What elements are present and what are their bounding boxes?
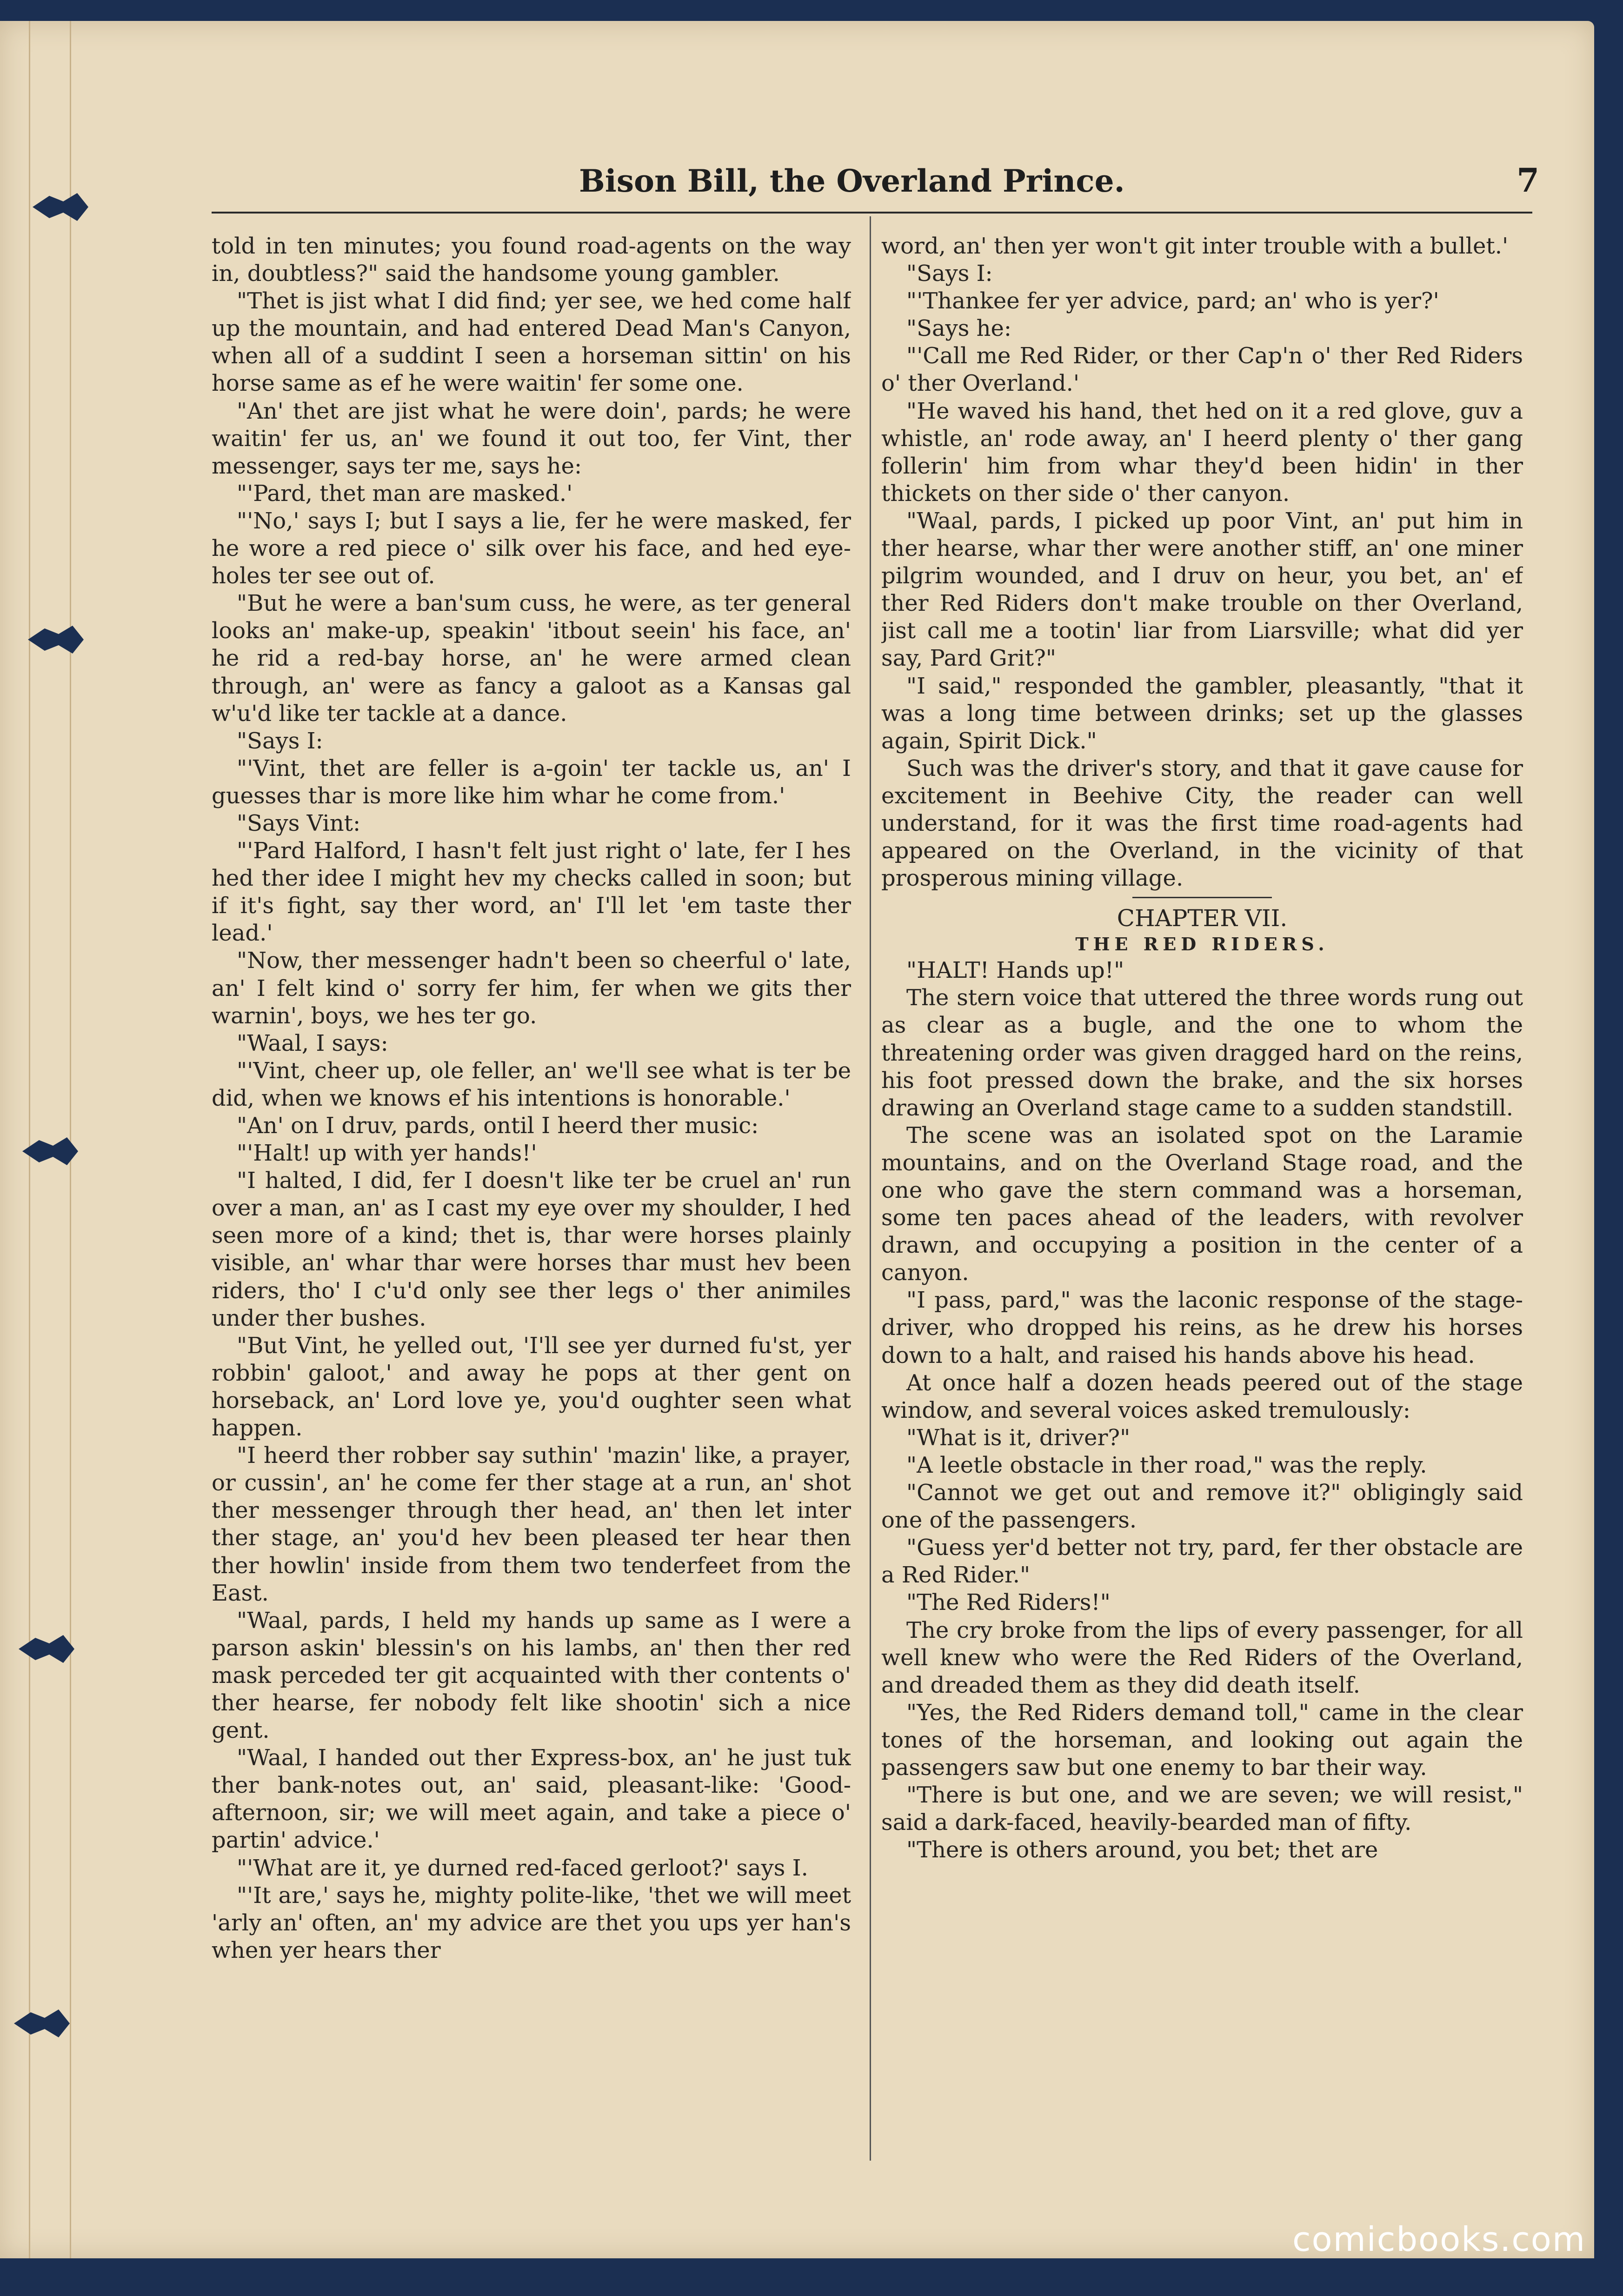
paragraph: "Says Vint:: [237, 810, 361, 836]
paragraph: "'Halt! up with yer hands!': [237, 1140, 537, 1167]
paragraph: "'Vint, thet are feller is a-goin' ter tackle us, an' I guesses thar is more like him whar he come from.': [212, 755, 851, 809]
watermark: comicbooks.com: [1292, 2220, 1586, 2259]
paragraph: The stern voice that uttered the three words rung out as clear as a bugle, and the one to whom the threatening order was given dragged hard on the reins, his foot pressed down the brake, and the six horses drawing an Overland stage came to a sudden standstill.: [881, 985, 1523, 1121]
right-column: [881, 233, 1523, 2149]
paragraph: "Yes, the Red Riders demand toll," came in the clear tones of the horseman, and looking out again the passengers saw but one enemy to bar their way.: [881, 1699, 1523, 1781]
paragraph: "'Pard, thet man are masked.': [237, 480, 573, 507]
chapter-number: CHAPTER VII.: [1117, 905, 1288, 932]
chapter-rule: [1132, 897, 1272, 898]
paragraph: "There is but one, and we are seven; we will resist," said a dark-faced, heavily-bearded man of fifty.: [881, 1782, 1523, 1836]
paragraph: "'Thankee fer yer advice, pard; an' who is yer?': [906, 288, 1439, 314]
paragraph: "There is others around, you bet; thet are: [906, 1837, 1378, 1863]
left-column: [212, 233, 851, 2149]
header-rule: [212, 212, 1532, 214]
paragraph: "Cannot we get out and remove it?" obligingly said one of the passengers.: [881, 1480, 1523, 1534]
paragraph: "Waal, I handed out ther Express-box, an' he just tuk ther bank-notes out, an' said, pleasant-like: 'Good-afternoon, sir; we will meet again, and take a piece o' partin' advice.': [212, 1745, 851, 1854]
page-number: 7: [1517, 161, 1539, 200]
paragraph: "Says I:: [906, 260, 993, 287]
paragraph: "He waved his hand, thet hed on it a red glove, guv a whistle, an' rode away, an' I heerd plenty o' ther gang follerin' him from whar they'd been hidin' in ther thickets on ther side o' ther canyon.: [881, 398, 1523, 507]
running-title: Bison Bill, the Overland Prince.: [579, 163, 1125, 199]
paragraph: "'It are,' says he, mighty polite-like, 'thet we will meet 'arly an' often, an' my advice are thet you ups yer han's when yer hears ther: [212, 1882, 851, 1963]
column-divider: [870, 216, 871, 2161]
running-head: [558, 158, 1539, 209]
paragraph: "Says he:: [906, 315, 1012, 342]
paragraph: "'No,' says I; but I says a lie, fer he were masked, fer he wore a red piece o' silk over his face, and hed eye-holes ter see out of.: [212, 507, 851, 589]
paragraph: "An' thet are jist what he were doin', pards; he were waitin' fer us, an' we found it out too, fer Vint, ther messenger, says ter me, says he:: [212, 398, 851, 479]
paragraph: "An' on I druv, pards, ontil I heerd ther music:: [237, 1113, 759, 1139]
right-column-chapter-text: [881, 957, 1523, 1864]
paragraph: "'Vint, cheer up, ole feller, an' we'll see what is ter be did, when we knows ef his intentions is honorable.': [212, 1057, 851, 1111]
paragraph: The cry broke from the lips of every passenger, for all well knew who were the Red Riders of the Overland, and dreaded them as they did death itself.: [881, 1617, 1523, 1698]
paragraph: told in ten minutes; you found road-agents on the way in, doubtless?" said the handsome young gambler.: [212, 233, 851, 287]
paragraph: "Says I:: [237, 728, 323, 754]
paragraph: "I pass, pard," was the laconic response of the stage-driver, who dropped his reins, as he drew his horses down to a halt, and raised his hands above his head.: [881, 1287, 1523, 1368]
spine-fold-line: [70, 21, 71, 2258]
paragraph: "'Call me Red Rider, or ther Cap'n o' ther Red Riders o' ther Overland.': [881, 343, 1523, 397]
paragraph: "A leetle obstacle in ther road," was the reply.: [906, 1452, 1427, 1478]
paragraph: "What is it, driver?": [906, 1424, 1131, 1451]
paragraph: "'What are it, ye durned red-faced gerloot?' says I.: [237, 1855, 808, 1881]
paragraph: "But Vint, he yelled out, 'I'll see yer durned fu'st, yer robbin' galoot,' and away he pops at ther gent on horseback, an' Lord love ye, you'd oughter seen what happen.: [212, 1332, 851, 1442]
paragraph: "But he were a ban'sum cuss, he were, as ter general looks an' make-up, speakin' 'itbout seein' his face, an' he rid a red-bay horse, an' he were armed clean through, an' were as fancy a galoot as a Kansas gal w'u'd like ter tackle at a dance.: [212, 590, 851, 727]
paragraph: "HALT! Hands up!": [906, 957, 1124, 984]
paragraph: The scene was an isolated spot on the Laramie mountains, and on the Overland Stage road, and the one who gave the stern command was a horseman, some ten paces ahead of the leaders, with revolver drawn, and occupying a position in the center of a canyon.: [881, 1122, 1523, 1286]
right-column-top-text: [881, 233, 1523, 892]
paragraph: "I said," responded the gambler, pleasantly, "that it was a long time between drinks; set up the glasses again, Spirit Dick.": [881, 673, 1523, 754]
paragraph: "The Red Riders!": [906, 1589, 1111, 1616]
paragraph: "I halted, I did, fer I doesn't like ter be cruel an' run over a man, an' as I cast my eye over my shoulder, I hed seen more of a kind; thet is, thar were horses plainly visible, an' whar thar were horses thar must hev been riders, tho' I c'u'd only see ther legs o' ther animiles under ther bushes.: [212, 1168, 851, 1331]
paragraph: "Guess yer'd better not try, pard, fer ther obstacle are a Red Rider.": [881, 1535, 1523, 1589]
paragraph: "'Pard Halford, I hasn't felt just right o' late, fer I hes hed ther idee I might hev my checks called in soon; but if it's fight, say ther word, an' I'll let 'em taste ther lead.': [212, 838, 851, 947]
paragraph: Such was the driver's story, and that it gave cause for excitement in Beehive City, the reader can well understand, for it was the first time road-agents had appeared on the Overland, in the vicinity of that prosperous mining village.: [881, 755, 1523, 892]
paragraph: "Now, ther messenger hadn't been so cheerful o' late, an' I felt kind o' sorry fer him, fer when we gits ther warnin', boys, we hes ter go.: [212, 948, 851, 1029]
paragraph: "Waal, pards, I held my hands up same as I were a parson askin' blessin's on his lambs, an' then ther red mask perceded ter git acquainted with ther contents o' ther hearse, fer nobody felt like shootin' sich a nice gent.: [212, 1607, 851, 1744]
paragraph: "Waal, I says:: [237, 1030, 388, 1056]
paragraph: "Thet is jist what I did find; yer see, we hed come half up the mountain, and had entered Dead Man's Canyon, when all of a suddint I seen a horseman sittin' on his horse same as ef he were waitin' fer some one.: [212, 288, 851, 397]
paragraph: "I heerd ther robber say suthin' 'mazin' like, a prayer, or cussin', an' he come fer ther stage at a run, an' shot ther messenger through ther head, an' then let inter ther stage, an' you'd hev been pleased ter hear then ther howlin' inside from them two tenderfeet from the East.: [212, 1442, 851, 1606]
spine-fold-line: [29, 21, 30, 2258]
chapter-title: THE RED RIDERS.: [1075, 934, 1329, 955]
paragraph: At once half a dozen heads peered out of the stage window, and several voices asked tremulously:: [881, 1369, 1523, 1423]
paragraph: word, an' then yer won't git inter trouble with a bullet.': [881, 233, 1509, 259]
paragraph: "Waal, pards, I picked up poor Vint, an' put him in ther hearse, whar ther were another stiff, an' one miner pilgrim wounded, and I druv on heur, you bet, an' ef ther Red Riders don't make trouble on ther Overland, jist call me a tootin' liar from Liarsville; what did yer say, Pard Grit?": [881, 507, 1523, 672]
